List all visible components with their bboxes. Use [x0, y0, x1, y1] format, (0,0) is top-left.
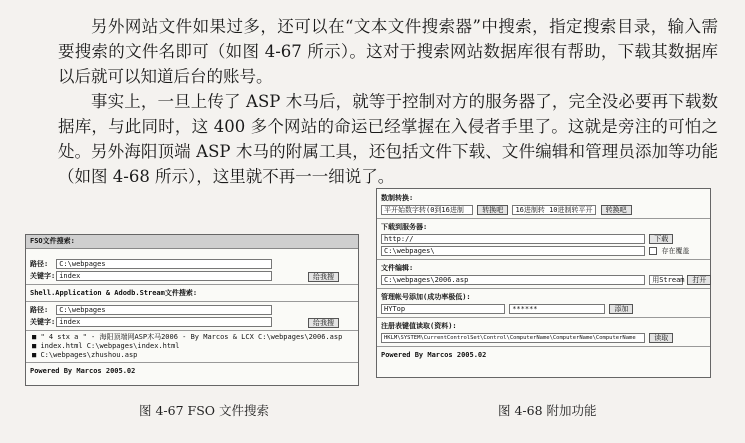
keyword2-row	[26, 316, 358, 328]
fso-search-panel	[25, 234, 359, 386]
base-convert-header: 数制转换:	[381, 194, 414, 202]
shell-search-header: Shell.Application & Adodb.Stream文件搜索:	[30, 289, 198, 297]
path-label: 路径:	[30, 260, 49, 268]
open-button[interactable]: 打开	[687, 275, 711, 285]
registry-row	[377, 332, 710, 344]
paragraph-2: 事实上，一旦上传了 ASP 木马后，就等于控制对方的服务器了，完全没必要再下载数据库，与此同时，这 400 多个网站的命运已经掌握在入侵者手里了。这就是旁注的可怕之处。	[58, 92, 718, 161]
result-item[interactable]: ■ " 4 stx a " - 海阳顶端网ASP木马2006 - By Marcos & LCX C:\webpages\2006.asp	[32, 333, 343, 341]
registry-header: 注册表键值读取(资料):	[381, 322, 457, 330]
result-item[interactable]: ■ C:\webpages\zhushou.asp	[32, 351, 138, 359]
path2-label: 路径:	[30, 306, 49, 314]
password-input[interactable]: ******	[509, 304, 605, 314]
fso-search-header: FSO文件搜索:	[26, 235, 358, 249]
edit-method-select[interactable]: 用Stream	[649, 275, 683, 285]
keyword-row	[26, 270, 358, 282]
paragraph-3: 另外海阳顶端 ASP 木马的附属工具，还包括文件下载、文件编辑和管理员添加等功能（如图 4-68 所示），这里就不再一一细说了。	[58, 142, 718, 186]
keyword2-input[interactable]: index	[56, 317, 272, 327]
keyword2-label: 关键字:	[30, 318, 56, 326]
overwrite-checkbox[interactable]	[649, 247, 657, 255]
figure-4-67-caption: 图 4-67 FSO 文件搜索	[139, 403, 269, 418]
keyword-label: 关键字:	[30, 272, 56, 280]
overwrite-label: 存在覆盖	[661, 247, 690, 255]
path2-row	[26, 304, 358, 316]
read-button[interactable]: 读取	[649, 333, 673, 343]
keyword-input[interactable]: index	[56, 271, 272, 281]
download-button[interactable]: 下载	[649, 234, 673, 244]
registry-key-input[interactable]: HKLM\SYSTEM\CurrentControlSet\Control\ComputerName\ComputerName\ComputerName	[381, 333, 645, 343]
username-input[interactable]: HYTop	[381, 304, 505, 314]
search-button[interactable]: 给我搜	[308, 272, 339, 282]
file-edit-header: 文件编辑:	[381, 264, 414, 272]
download-header: 下载到服务器:	[381, 223, 428, 231]
base-convert-row	[377, 204, 710, 216]
admin-add-row	[377, 303, 710, 315]
download-url-row	[377, 233, 710, 245]
convert2-input[interactable]: 16进制转 10进制转平开	[512, 205, 596, 215]
convert-button[interactable]: 转换吧	[477, 205, 508, 215]
paragraph-1: 另外网站文件如果过多，还可以在“文本文件搜索器”中搜索，指定搜索目录，输入需要搜索的文件名即可（如图 4-67 所示）。这对于搜索网站数据库很有帮助，下载其数据库以后就可以知道后台的账号。	[58, 17, 718, 86]
path-row	[26, 258, 358, 270]
path-input[interactable]: C:\webpages	[56, 259, 272, 269]
admin-add-header: 管理帐号添加(成功率极低):	[381, 293, 471, 301]
download-path-input[interactable]: C:\webpages\	[381, 246, 645, 256]
edit-path-input[interactable]: C:\webpages\2006.asp	[381, 275, 645, 285]
download-path-row	[377, 245, 710, 257]
path2-input[interactable]: C:\webpages	[56, 305, 272, 315]
fig68-footer: Powered By Marcos 2005.02	[381, 351, 487, 359]
convert2-button[interactable]: 转换吧	[601, 205, 632, 215]
result-item[interactable]: ■ index.html C:\webpages\index.html	[32, 342, 180, 350]
add-user-button[interactable]: 添加	[609, 304, 633, 314]
file-edit-row	[377, 274, 710, 286]
extra-tools-panel	[376, 188, 711, 378]
download-url-input[interactable]: http://	[381, 234, 645, 244]
figure-4-68-caption: 图 4-68 附加功能	[498, 403, 597, 418]
fig67-footer: Powered By Marcos 2005.02	[30, 367, 136, 375]
search2-button[interactable]: 给我搜	[308, 318, 339, 328]
convert-input[interactable]: 平开始数字转(0到16进制	[381, 205, 473, 215]
